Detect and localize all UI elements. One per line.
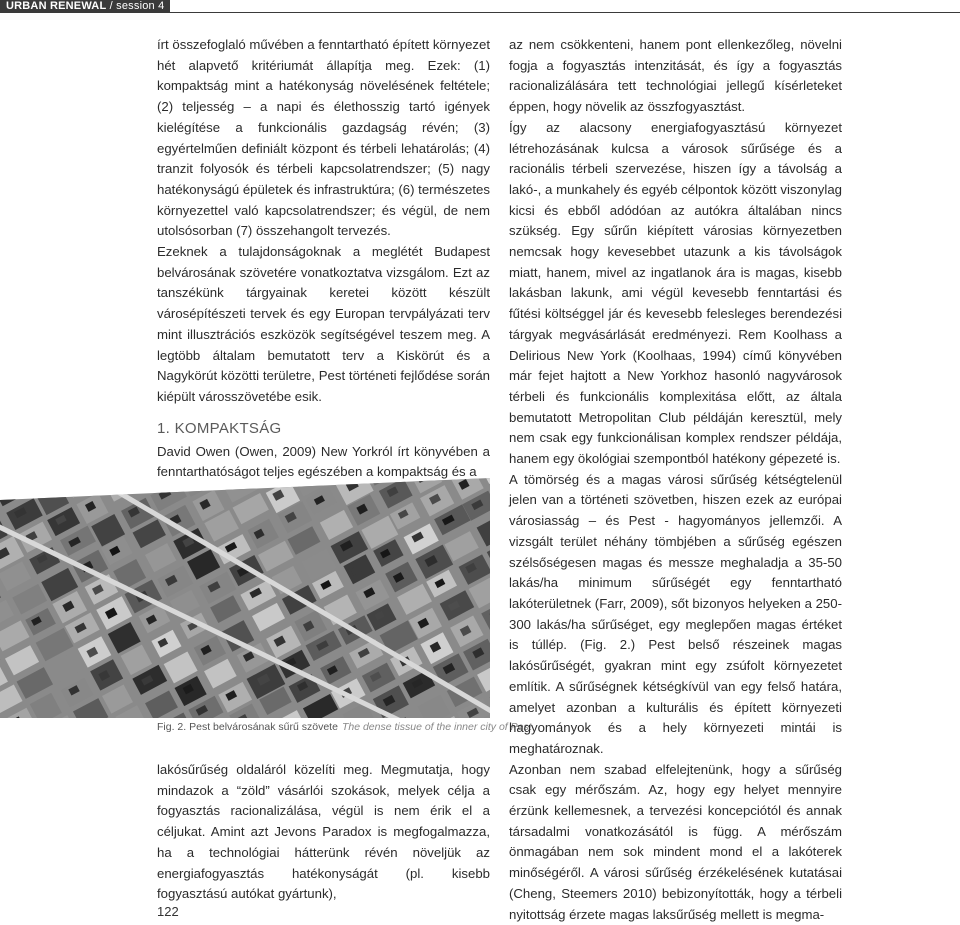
header-rule [0,12,960,13]
paragraph-budapest: Ezeknek a tulajdonságoknak a meglétét Budapest belvárosának szövetére vonatkoztatva vizsgálom. Ezt az tanszékünk tárgyainak keretei között készült városépítészeti tervek és egy Europan tervpályázati terv mint illusztrációs eszközök segítségével teszem meg. A legtöbb általam bemutatott terv a Kiskörút és a Nagykörút közötti területre, Pest történeti fejlődése során kiépült városszövetébe esik. [157,242,490,408]
paragraph-density-pest: A tömörség és a magas városi sűrűség kétségtelenül jelen van a történeti szövetben, hiszen ezek az európai városiasság – és Pest - hagyományos jellemzői. A vizsgált terület néhány tömbjében a sűrűség egészen szélsőségesen magas és messze meghaladja a 35-50 lakás/ha minimum sűrűségét egy fenntartható lakóterületnek (Farr, 2009), sőt bizonyos helyeken a 250-300 lakás/ha sűrűséget, egy meglepően magas értéket is túllép. (Fig. 2.) Pest belső részeinek magas lakósűrűségét, gyakran mint egy zsúfolt környezetet említik. A sűrűségnek kétségkívül van egy felső határa, amelyet azonban a kulturális és épített környezeti hagyományok és a hely környezeti mintái is meghatároznak. [509,470,842,760]
left-column-top [157,35,490,483]
caption-en: The dense tissue of the inner city of Pest [342,721,532,733]
paragraph-density-metric: Azonban nem szabad elfelejtenünk, hogy a sűrűség csak egy mérőszám. Az, hogy egy helyet mennyire érzünk kellemesnek, a tervezési koncepciótól és annak társadalmi vonatkozásától is függ. A mérőszám önmagában nem sok mindent mond el a lakóterek minőségéről. A városi sűrűség érzékelésének kutatásai (Cheng, Steemers 2010) bebizonyították, hogy a térbeli nyitottság érzete magas laksűrűség mellett is megma- [509,760,842,925]
paragraph-low-energy: Így az alacsony energiafogyasztású környezet létrehozásának kulcsa a városok sűrűsége és a racionális térbeli szervezése, hiszen így a távolság a lakó-, a munkahely és egyéb célpontok között viszonylag kicsi és ebből adódóan az autókra általában nincs szükség. Egy sűrűn kiépített városias környezetben nemcsak hogy kevesebbet utazunk a kis távolságok miatt, hanem, mivel az ingatlanok ára is magas, kisebb lakásban lakunk, ami végül kevesebb fenntartási és fűtési költséggel jár és kevesebb felesleges berendezési tárgyak megvásárlását eredményezi. Rem Koolhass a Delirious New York (Koolhaas, 1994) című könyvében már fejet hajtott a New Yorkhoz hasonló nagyvárosok térbeli és funkcionális komplexitása előtt, az általa bemutatott Metropolitan Club példáján keresztül, mely nem csak egy funkcionálisan komplex rendszer példája, hanem egy ökológiai szempontból hatékony gépezeté is. [509,118,842,470]
aerial-photo [0,478,490,718]
section-heading-compactness: 1. KOMPAKTSÁG [157,418,490,440]
right-column [509,35,842,925]
paragraph-consumption: az nem csökkenteni, hanem pont ellenkezőleg, növelni fogja a fogyasztás intenzitását, és így a fogyasztás racionalizálására tett technológiai jellegű kísérleteket éppen, hogy növelik az összfogyasztást. [509,35,842,118]
running-header [0,0,960,13]
header-title: URBAN RENEWAL [6,0,106,12]
caption-hu: Fig. 2. Pest belvárosának sűrű szövete [157,721,338,733]
paragraph-criteria: írt összefoglaló művében a fenntartható épített környezet hét alapvető kritériumát állapítja meg. Ezek: (1) kompaktság mint a hatékonyság növelésének feltétele; (2) teljesség – a napi és élethosszig tartó igények kielégítése a funkcionális gazdagság révén; (3) egyértelműen definiált központ és térbeli lehatárolás; (4) tranzit folyosók és térbeli kapcsolatrendszer; (5) nagy hatékonyságú épületek és infrastruktúra; (6) természetes környezettel való kapcsolatrendszer; és végül, de nem utolsósorban (7) összehangolt tervezés. [157,35,490,242]
page-number: 122 [157,904,179,919]
paragraph-owen: David Owen (Owen, 2009) New Yorkról írt könyvében a fenntarthatóságot teljes egészében a kompaktság és a [157,442,490,483]
aerial-photo-figure [0,478,490,718]
header-session: / session 4 [106,0,164,12]
left-column-bottom [157,760,490,905]
paragraph-density: lakósűrűség oldaláról közelíti meg. Megmutatja, hogy mindazok a “zöld” vásárlói szokások, melyek célja a fogyasztás racionalizálása, végül is nem érik el a céljukat. Amint azt Jevons Paradox is megfogalmazza, ha a technológiai hátterünk révén növeljük az energiafogyasztás hatékonyságát (pl. kisebb fogyasztású autókat gyártunk), [157,760,490,905]
figure-caption [157,721,497,733]
